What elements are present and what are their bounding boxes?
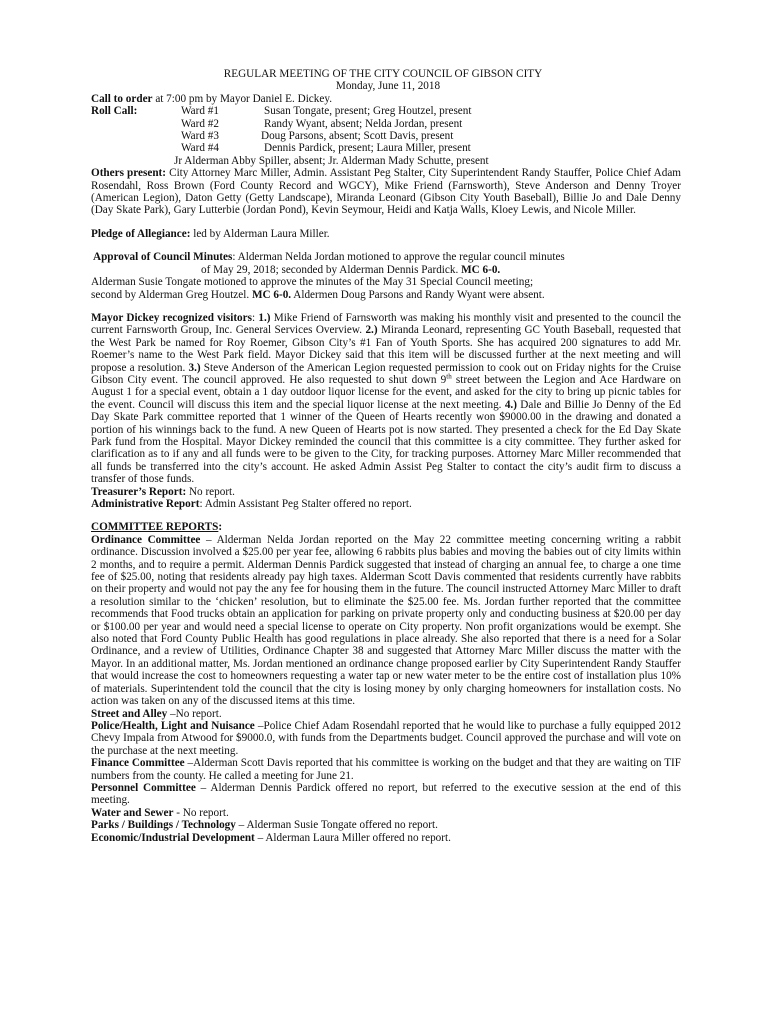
- finance-committee: [91, 757, 681, 782]
- committee-reports: [91, 521, 681, 844]
- meeting-minutes: [91, 68, 681, 844]
- water-sewer: [91, 807, 681, 819]
- others-present-text: City Attorney Marc Miller, Admin. Assistant Peg Stalter, City Superintendent Randy Stauffer, Police Chief Adam Rosendahl, Ross Brown (Ford County Record and WGCY), Mike Friend (Farnsworth), Steve Anderson and Denny Troyer (American Legion), Daton Getty (Getty Landscape), Miranda Leonard (Gibson City Youth Baseball), Billie Jo and Dale Denny (Day Skate Park), Gary Lutterbie (Jordan Pond), Kevin Seymour, Heidi and Katja Walls, Kloey Lewis, and Nicole Miller.: [91, 167, 681, 217]
- document-title: REGULAR MEETING OF THE CITY COUNCIL OF GIBSON CITY: [223, 68, 543, 80]
- call-to-order: [91, 93, 681, 105]
- parks-text: – Alderman Susie Tongate offered no report.: [235, 819, 438, 832]
- approval-text: of May 29, 2018; seconded by Alderman Dennis Pardick.: [201, 263, 462, 276]
- ward-label: Ward #2: [181, 117, 219, 130]
- water-label: Water and Sewer: [91, 806, 174, 819]
- item-number: 3.): [188, 361, 201, 374]
- meeting-date: Monday, June 11, 2018: [335, 80, 441, 93]
- ward-label: Ward #3: [181, 130, 219, 143]
- junior-aldermen: Jr Alderman Abby Spiller, absent; Jr. Alderman Mady Schutte, present: [174, 154, 489, 167]
- motion-carried: MC 6-0.: [461, 263, 501, 276]
- committee-heading: COMMITTEE REPORTS: [91, 521, 219, 534]
- roll-call: [91, 105, 681, 167]
- approval-minutes: [91, 251, 681, 301]
- finance-label: Finance Committee: [91, 757, 185, 770]
- visitors-label: Mayor Dickey recognized visitors: [91, 311, 252, 324]
- pledge: [91, 228, 681, 240]
- approval-text: : Alderman Nelda Jordan motioned to approve the regular council minutes: [232, 251, 565, 264]
- others-present: [91, 167, 681, 217]
- street-alley: [91, 708, 681, 720]
- parks-buildings: [91, 819, 681, 831]
- item-number: 1.): [258, 311, 271, 324]
- visitors-text: Dale and Billie Jo Denny of the Ed Day Skate Park committee reported that 1 winner of the Queen of Hearts recently won $9000.00 in the drawing and donated a portion of his winnings back to the fund. A new Queen of Hearts pot is now started. They presented a check for the Ed Day Skate Park fund from the Hospital. Mayor Dickey reminded the council that this committee is a city committee. They further asked for clarification as to if any and all funds were to be given to the City, for tracking purposes. Attorney Marc Miller recommended that all funds be transferred into the city’s account. He asked Admin Assist Peg Stalter to contact the city’s audit firm to discuss a transfer of those funds.: [91, 398, 681, 486]
- ordinance-label: Ordinance Committee: [91, 533, 201, 546]
- roll-call-row: [91, 118, 681, 130]
- approval-text: Aldermen Doug Parsons and Randy Wyant were absent.: [291, 288, 545, 301]
- roll-call-row: [91, 142, 681, 154]
- approval-text: Alderman Susie Tongate motioned to approve the minutes of the May 31 Special Council meeting;: [91, 276, 534, 289]
- approval-label: Approval of Council Minutes: [93, 251, 233, 264]
- item-number: 2.): [365, 324, 378, 337]
- call-to-order-text: at 7:00 pm by Mayor Daniel E. Dickey.: [152, 92, 332, 105]
- call-to-order-label: Call to order: [91, 92, 153, 105]
- pledge-text: led by Alderman Laura Miller.: [190, 227, 330, 240]
- visitors-text: Mike Friend of Farnsworth was making his monthly visit and presented to the council the current Farnsworth Group, Inc. General Services Overview.: [91, 311, 681, 337]
- visitors-text: Miranda Leonard, representing GC Youth Baseball, requested that the West Park be named for Roy Roemer, Gibson City’s #1 Fan of Youth Sports. She has acquired 200 signatures to add Mr. Roemer’s name to the West Park field. Mayor Dickey said that this item will be discussed further at the next meeting and will propose a resolution.: [91, 324, 681, 374]
- parks-label: Parks / Buildings / Technology: [91, 819, 236, 832]
- roll-call-row: [91, 105, 681, 117]
- finance-text: –Alderman Scott Davis reported that his committee is working on the budget and that they are waiting on TIF numbers from the county. He called a meeting for June 21.: [91, 757, 681, 782]
- police-health: [91, 720, 681, 757]
- personnel-text: – Alderman Dennis Pardick offered no report, but referred to the executive session at the end of this meeting.: [91, 781, 681, 807]
- ward-members: Randy Wyant, absent; Nelda Jordan, present: [264, 117, 463, 130]
- visitors-text: :: [251, 311, 259, 324]
- police-text: –Police Chief Adam Rosendahl reported that he would like to purchase a fully equipped 2012 Chevy Impala from Atwood for $9000.0, with funds from the Departments budget. Council approved the purchase and will vote on the purchase at the next meeting.: [91, 719, 681, 757]
- economic-label: Economic/Industrial Development: [91, 831, 255, 844]
- street-label: Street and Alley: [91, 707, 168, 720]
- street-text: –No report.: [167, 707, 222, 720]
- roll-call-row: [91, 130, 681, 142]
- personnel-committee: [91, 782, 681, 807]
- police-label: Police/Health, Light and Nuisance: [91, 719, 255, 732]
- water-text: - No report.: [173, 806, 229, 819]
- ordinance-text: – Alderman Nelda Jordan reported on the May 22 committee meeting concerning writing a rabbit ordinance. Discussion involved a $25.00 per year fee, allowing 6 rabbits plus babies and moving the babies out of city limits within 2 months, and to require a permit. Alderman Dennis Pardick suggested that instead of charging an annual fee, to charge a one time fee of $25.00, noting that residents already pay high taxes. Alderman Scott Davis commented that residents currently have rabbits on their property and would not pay the any fee for housing them in the future. The council instructed Attorney Marc Miller to draft a resolution similar to the ‘chicken’ resolution, but to eliminate the $25.00 fee. Ms. Jordan further reported that the committee recommends that Food trucks obtain an application for parking on private property only and conducting business at $20.00 per day or $100.00 per year and would need a special license to operate on City property. Non profit organizations would be exempt. She also noted that Ford County Public Health has good regulations in place already. She also reported that there is a need for a Solar Ordinance, and a review of Utilities, Ordinance Chapter 38 and suggested that Attorney Marc Miller discuss the matter with the Mayor. In an additional matter, Ms. Jordan mentioned an ordinance change proposed earlier by City Superintendent Randy Stauffer that would increase the cost to homeowners requesting a water tap or new water meter to be the entire cost of installation plus 10% of materials. Superintendent told the council that the city is losing money by only charging homeowners for installation costs. No action was taken on any of the discussed items at this time.: [91, 533, 681, 708]
- ordinance-committee: [91, 534, 681, 708]
- item-number: 4.): [504, 398, 517, 411]
- others-present-label: Others present:: [91, 167, 166, 180]
- ward-members: Dennis Pardick, present; Laura Miller, present: [264, 142, 471, 155]
- treasurer-report: [91, 486, 681, 498]
- visitors-text: Steve Anderson of the American Legion requested permission to cook out on Friday nights for the Cruise Gibson City event. The council approved. He also requested to shut down 9: [91, 361, 681, 386]
- ward-label: Ward #4: [181, 142, 219, 155]
- administrative-report: [91, 498, 681, 510]
- economic-development: [91, 832, 681, 844]
- treasurer-label: Treasurer’s Report:: [91, 485, 187, 498]
- pledge-label: Pledge of Allegiance:: [91, 227, 191, 240]
- motion-carried: MC 6-0.: [251, 288, 292, 301]
- ward-members: Susan Tongate, present; Greg Houtzel, present: [264, 105, 472, 118]
- ward-label: Ward #1: [181, 105, 219, 118]
- personnel-label: Personnel Committee: [91, 781, 196, 794]
- visitors-section: [91, 312, 681, 486]
- superscript: th: [446, 372, 452, 381]
- committee-heading-line: [91, 521, 681, 533]
- ward-members: Doug Parsons, absent; Scott Davis, present: [261, 130, 454, 143]
- economic-text: – Alderman Laura Miller offered no report.: [254, 831, 451, 844]
- visitors-text: street between the Legion and Ace Hardware on August 1 for a special event, obtain a 1 day outdoor liquor license for the event, and asked for the city to bring up picnic tables for the event. Council will discuss this item and the special liquor license at the next meeting.: [91, 373, 681, 411]
- admin-label: Administrative Report: [91, 498, 200, 510]
- treasurer-text: No report.: [186, 485, 235, 498]
- roll-call-label: Roll Call:: [91, 105, 138, 118]
- admin-text: : Admin Assistant Peg Stalter offered no report.: [199, 498, 412, 510]
- approval-text: second by Alderman Greg Houtzel.: [91, 288, 252, 301]
- heading-colon: :: [218, 521, 223, 534]
